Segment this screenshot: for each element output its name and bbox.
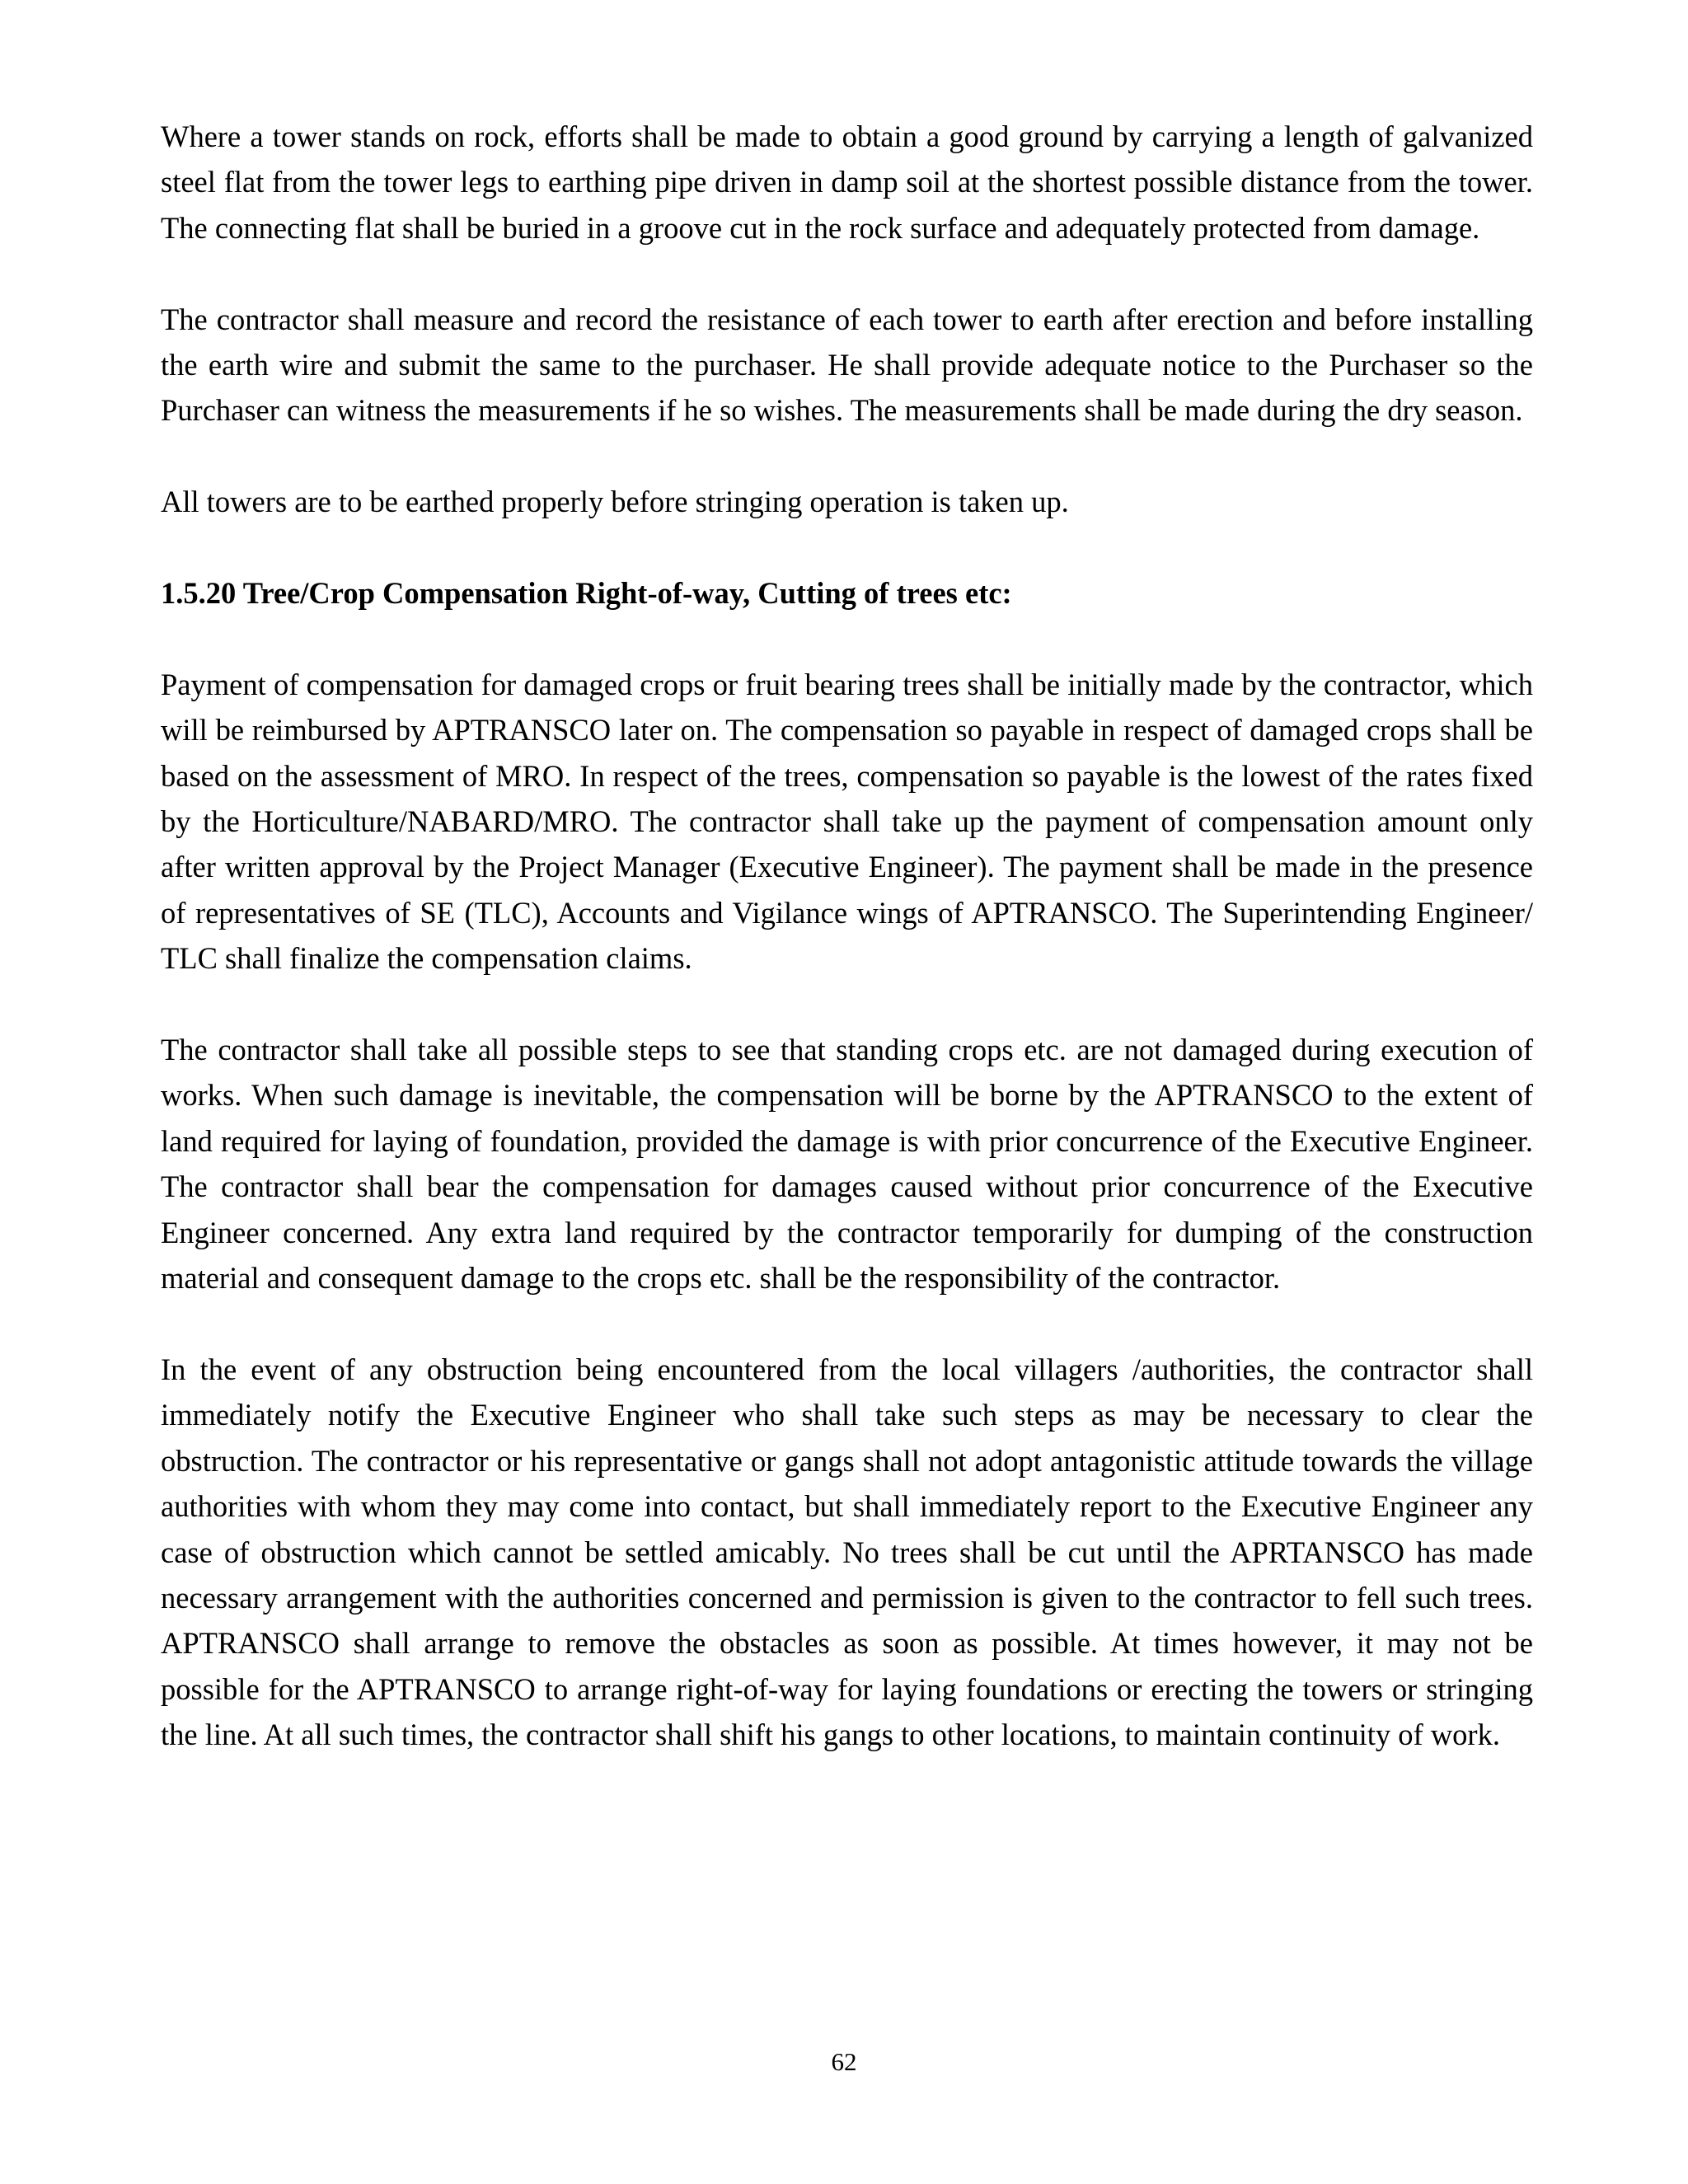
- paragraph-obstruction: In the event of any obstruction being encountered from the local villagers /authorities, the contractor shall immediately notify the Executive Engineer who shall take such steps as may be necessary to clear the obstruction. The contractor or his representative or gangs shall not adopt antagonistic attitude towards the village authorities with whom they may come into contact, but shall immediately report to the Executive Engineer any case of obstruction which cannot be settled amicably. No trees shall be cut until the APRTANSCO has made necessary arrangement with the authorities concerned and permission is given to the contractor to fell such trees. APTRANSCO shall arrange to remove the obstacles as soon as possible. At times however, it may not be possible for the APTRANSCO to arrange right-of-way for laying foundations or erecting the towers or stringing the line. At all such times, the contractor shall shift his gangs to other locations, to maintain continuity of work.: [161, 1352, 1533, 1752]
- page-body: [161, 114, 1533, 1803]
- paragraph-earthing-before-stringing: All towers are to be earthed properly before stringing operation is taken up.: [161, 485, 1069, 519]
- paragraph-crop-damage: The contractor shall take all possible steps to see that standing crops etc. are not damaged during execution of works. When such damage is inevitable, the compensation will be borne by the APTRANSCO to the extent of land required for laying of foundation, provided the damage is with prior concurrence of the Executive Engineer. The contractor shall bear the compensation for damages caused without prior concurrence of the Executive Engineer concerned. Any extra land required by the contractor temporarily for dumping of the construction material and consequent damage to the crops etc. shall be the responsibility of the contractor.: [161, 1033, 1533, 1296]
- paragraph-resistance-measurement: The contractor shall measure and record the resistance of each tower to earth after erection and before installing the earth wire and submit the same to the purchaser. He shall provide adequate notice to the Purchaser so the Purchaser can witness the measurements if he so wishes. The measurements shall be made during the dry season.: [161, 302, 1533, 428]
- page-number: 62: [831, 2047, 857, 2076]
- paragraph-compensation-payment: Payment of compensation for damaged crops or fruit bearing trees shall be initially made by the contractor, which will be reimbursed by APTRANSCO later on. The compensation so payable in respect of damaged crops shall be based on the assessment of MRO. In respect of the trees, compensation so payable is the lowest of the rates fixed by the Horticulture/NABARD/MRO. The contractor shall take up the payment of compensation amount only after written approval by the Project Manager (Executive Engineer). The payment shall be made in the presence of representatives of SE (TLC), Accounts and Vigilance wings of APTRANSCO. The Superintending Engineer/ TLC shall finalize the compensation claims.: [161, 667, 1533, 976]
- section-heading: 1.5.20 Tree/Crop Compensation Right-of-way, Cutting of trees etc:: [161, 576, 1012, 611]
- paragraph-rock-earthing: Where a tower stands on rock, efforts shall be made to obtain a good ground by carrying a length of galvanized steel flat from the tower legs to earthing pipe driven in damp soil at the shortest possible distance from the tower. The connecting flat shall be buried in a groove cut in the rock surface and adequately protected from damage.: [161, 120, 1533, 245]
